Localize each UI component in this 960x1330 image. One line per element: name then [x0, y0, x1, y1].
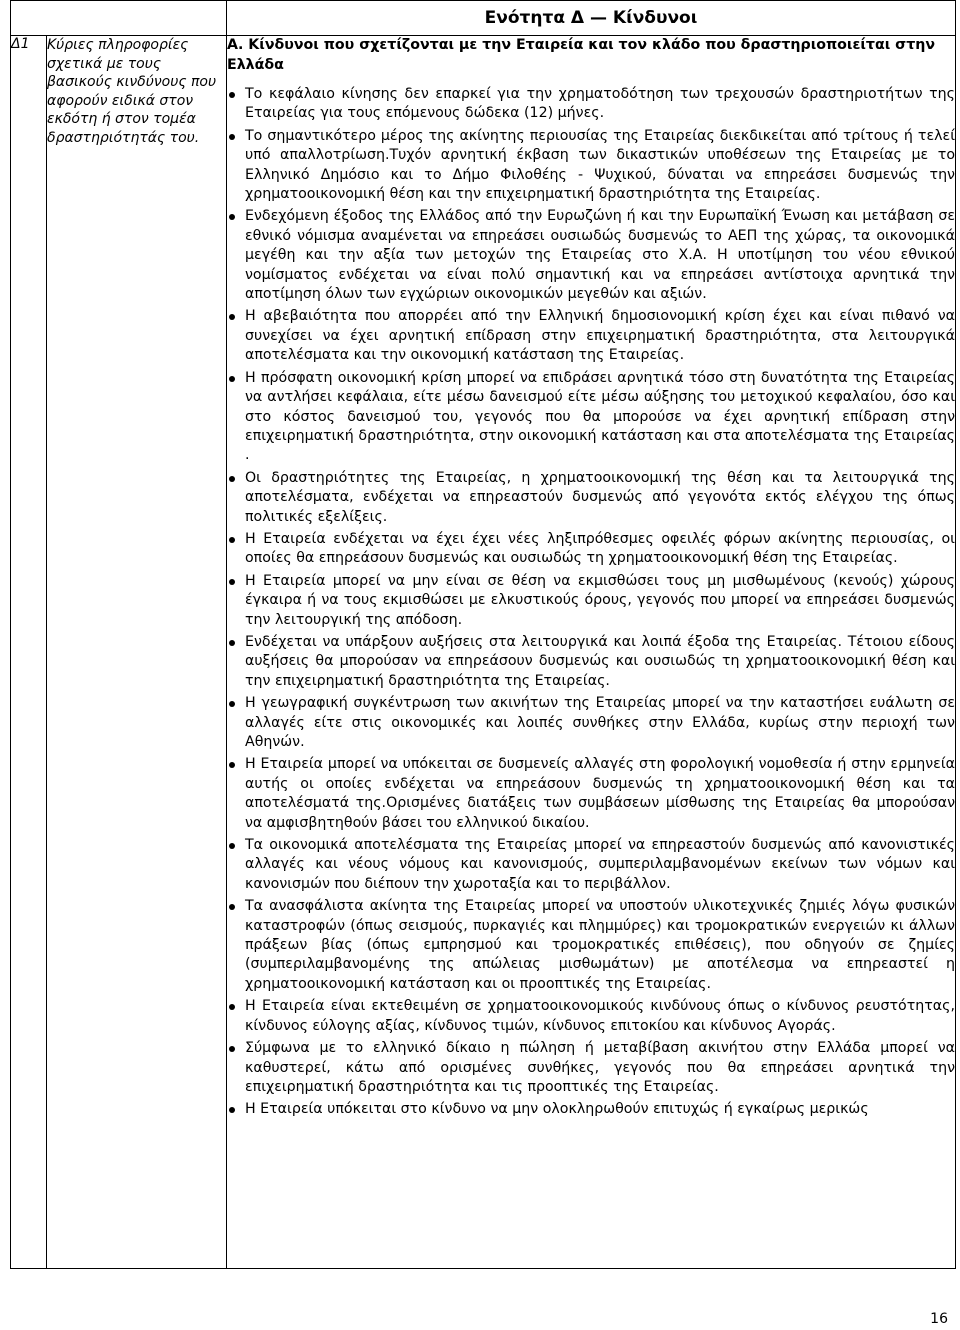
risk-bullet-text: Σύμφωνα με το ελληνικό δίκαιο η πώληση ή μεταβίβαση ακινήτου στην Ελλάδα μπορεί να καθυστερεί, κάτω από ορισμένες συνθήκες, γεγονός που θα επηρεάσει αρνητικά την επιχειρηματική δραστηριότητα και τις προοπτικές της Εταιρείας. [245, 1040, 955, 1095]
risk-bullet-item [245, 997, 955, 1036]
risk-bullet-text: Το σημαντικότερο μέρος της ακίνητης περιουσίας της Εταιρείας διεκδικείται από τρίτους ή τελεί υπό απαλλοτρίωση.Τυχόν αρνητική έκβαση των δικαστικών υποθέσεων της Εταιρείας με το Ελληνικό Δημόσιο και το Δήμο Φιλοθέης - Ψυχικού, δύναται να επηρεάσει δυσμενώς την χρηματοοικονομική θέση και την επιχειρηματική δραστηριότητα της Εταιρείας. [245, 127, 955, 203]
bullet-dot-icon [229, 214, 235, 220]
risk-bullet-text: Η γεωγραφική συγκέντρωση των ακινήτων της Εταιρείας μπορεί να την καταστήσει ευάλωτη σε αλλαγές είτε στις οικονομικές και λοιπές συνθήκες στην Ελλάδα, κυρίως στην περιοχή των Αθηνών. [245, 695, 955, 750]
risk-bullet-text: Τα οικονομικά αποτελέσματα της Εταιρείας μπορεί να επηρεαστούν δυσμενώς από κανονιστικές αλλαγές και νέους νόμους και κανονισμούς, συμπεριλαμβανομένων εκείνων των νόμων και κανονισμών που διέπουν την χωροταξία και το περιβάλλον. [245, 837, 955, 892]
bullet-dot-icon [229, 314, 235, 320]
bullet-dot-icon [229, 843, 235, 849]
bullet-dot-icon [229, 92, 235, 98]
risk-bullet-item [245, 207, 955, 304]
risk-bullet-list [227, 85, 955, 1120]
risk-bullet-item [245, 369, 955, 466]
page-number: 16 [930, 1311, 948, 1327]
risk-bullet-item [245, 1039, 955, 1097]
bullet-dot-icon [229, 537, 235, 543]
row-code: Δ1 [11, 36, 47, 1269]
table-header-row [11, 1, 956, 36]
risk-bullet-text: Ενδέχεται να υπάρξουν αυξήσεις στα λειτουργικά και λοιπά έξοδα της Εταιρείας. Τέτοιου είδους αυξήσεις θα μπορούσαν να επηρεάσουν δυσμενώς και ουσιωδώς τη χρηματοοικονομική θέση και την επιχειρηματική δραστηριότητα της Εταιρείας. [245, 633, 955, 689]
bullet-dot-icon [229, 376, 235, 382]
risk-bullet-text: Η Εταιρεία ενδέχεται να έχει έχει νέες ληξιπρόθεσμες οφειλές φόρων ακίνητης περιουσίας, οι οποίες θα επηρεάσουν δυσμενώς και ουσιωδώς τη χρηματοοικονομική θέση της Εταιρείας. [245, 530, 955, 567]
bullet-dot-icon [229, 134, 235, 140]
risk-bullet-item [245, 897, 955, 994]
risk-bullet-item [245, 530, 955, 569]
risk-bullet-text: Η αβεβαιότητα που απορρέει από την Ελληνική δημοσιονομική κρίση έχει και είναι πιθανό να συνεχίσει να έχει αρνητική επίδραση στην επιχειρηματική δραστηριότητα, στα λειτουργικά αποτελέσματα και την οικονομική κατάσταση της Εταιρείας. [245, 308, 955, 364]
risk-bullet-text: Οι δραστηριότητες της Εταιρείας, η χρηματοοικονομική της θέση και τα λειτουργικά της αποτελέσματα, ενδέχεται να επηρεαστούν δυσμενώς από γεγονότα εκτός ελέγχου της όπως πολιτικές εξελίξεις. [245, 469, 955, 525]
risk-bullet-text: Τα ανασφάλιστα ακίνητα της Εταιρείας μπορεί να υποστούν υλικοτεχνικές ζημιές λόγω φυσικών καταστροφών (όπως σεισμούς, πυρκαγιές και πλημμύρες) και τρομοκρατικών ενεργειών κι άλλων πράξεων βίας (όπως εμπρησμού και τρομοκρατικές επιθέσεις), που οδηγούν σε ζημίες (συμπεριλαμβανομένης της απώλειας μισθωμάτων) με αποτέλεσμα να επηρεαστεί η χρηματοοικονομική κατάσταση και οι προοπτικές της Εταιρείας. [245, 898, 955, 992]
risk-bullet-text: Η Εταιρεία μπορεί να υπόκειται σε δυσμενείς αλλαγές στη φορολογική νομοθεσία ή στην ερμηνεία αυτής οι οποίες ενδέχεται να επηρεάσουν δυσμενώς τη χρηματοοικονομική θέση και τα αποτελέσματά της.Ορισμένες διατάξεις των συμβάσεων μίσθωσης της Εταιρείας θα μπορούσαν να αμφισβητηθούν βάσει του ελληνικού δικαίου. [245, 756, 955, 831]
table-row [11, 36, 956, 1269]
bullet-dot-icon [229, 762, 235, 768]
bullet-dot-icon [229, 1107, 235, 1113]
risk-bullet-item [245, 755, 955, 833]
risk-bullet-item [245, 127, 955, 205]
bullet-dot-icon [229, 1046, 235, 1052]
risk-bullet-item [245, 85, 955, 124]
risk-bullet-item [245, 836, 955, 894]
header-blank-cell [11, 1, 227, 36]
risk-subheading: Α. Κίνδυνοι που σχετίζονται με την Εταιρεία και τον κλάδο που δραστηριοποιείται στην Ελλάδα [227, 37, 936, 73]
section-title: Ενότητα Δ — Κίνδυνοι [227, 1, 956, 36]
bullet-dot-icon [229, 904, 235, 910]
document-page [10, 0, 955, 1270]
bullet-dot-icon [229, 476, 235, 482]
risk-table [10, 0, 956, 1269]
risk-bullet-item [245, 633, 955, 691]
row-description: Κύριες πληροφορίες σχετικά με τους βασικούς κινδύνους που αφορούν ειδικά στον εκδότη ή στον τομέα δραστηριότητάς του. [47, 36, 227, 1269]
bullet-dot-icon [229, 579, 235, 585]
risk-bullet-item [245, 307, 955, 365]
risk-bullet-text: Η Εταιρεία μπορεί να μην είναι σε θέση να εκμισθώσει τους μη μισθωμένους (κενούς) χώρους έγκαιρα ή να τους εκμισθώσει με ελκυστικούς όρους, γεγονός που μπορεί να επηρεάσει δυσμενώς την λειτουργική της απόδοση. [245, 572, 955, 628]
row-content [227, 36, 956, 1269]
risk-bullet-text: Το κεφάλαιο κίνησης δεν επαρκεί για την χρηματοδότηση των τρεχουσών δραστηριοτήτων της Εταιρείας για τους επόμενους δώδεκα (12) μήνες. [245, 86, 955, 122]
risk-bullet-text: Η Εταιρεία είναι εκτεθειμένη σε χρηματοοικονομικούς κινδύνους όπως ο κίνδυνος ρευστότητας, κίνδυνος εύλογης αξίας, κίνδυνος τιμών, κίνδυνος επιτοκίου και κίνδυνος Αγοράς. [245, 998, 955, 1034]
risk-bullet-text: Η Εταιρεία υπόκειται στο κίνδυνο να μην ολοκληρωθούν επιτυχώς ή εγκαίρως μερικώς [245, 1101, 869, 1118]
risk-bullet-item [245, 572, 955, 630]
bullet-dot-icon [229, 640, 235, 646]
risk-bullet-item [245, 1100, 955, 1119]
risk-bullet-text: Η πρόσφατη οικονομική κρίση μπορεί να επιδράσει αρνητικά τόσο στη δυνατότητα της Εταιρείας να αντλήσει κεφάλαια, είτε μέσω δανεισμού είτε μέσω αύξησης του μετοχικού κεφαλαίου, όσο και στο κόστος δανεισμού του, γεγονός που θα μπορούσε να έχει αρνητική επίδραση στην επιχειρηματική δραστηριότητα, στην οικονομική κατάσταση και στα αποτελέσματα της Εταιρείας . [245, 369, 955, 464]
risk-bullet-text: Ενδεχόμενη έξοδος της Ελλάδος από την Ευρωζώνη ή και την Ευρωπαϊκή Ένωση και μετάβαση σε εθνικό νόμισμα αναμένεται να επηρεάσει ουσιωδώς δυσμενώς το ΑΕΠ της χώρας, τα οικονομικά μεγέθη και την αξία των μετοχών της Εταιρείας στο Χ.Α. Η υποτίμηση του νέου εθνικού νομίσματος ενδέχεται να είναι πολύ σημαντική και να επηρεάσει αντίστοιχα αρνητικά την αποτίμηση όλων των εγχώριων οικονομικών μεγεθών και αξιών. [245, 208, 955, 303]
bullet-dot-icon [229, 701, 235, 707]
risk-bullet-item [245, 469, 955, 527]
risk-bullet-item [245, 694, 955, 752]
bullet-dot-icon [229, 1004, 235, 1010]
